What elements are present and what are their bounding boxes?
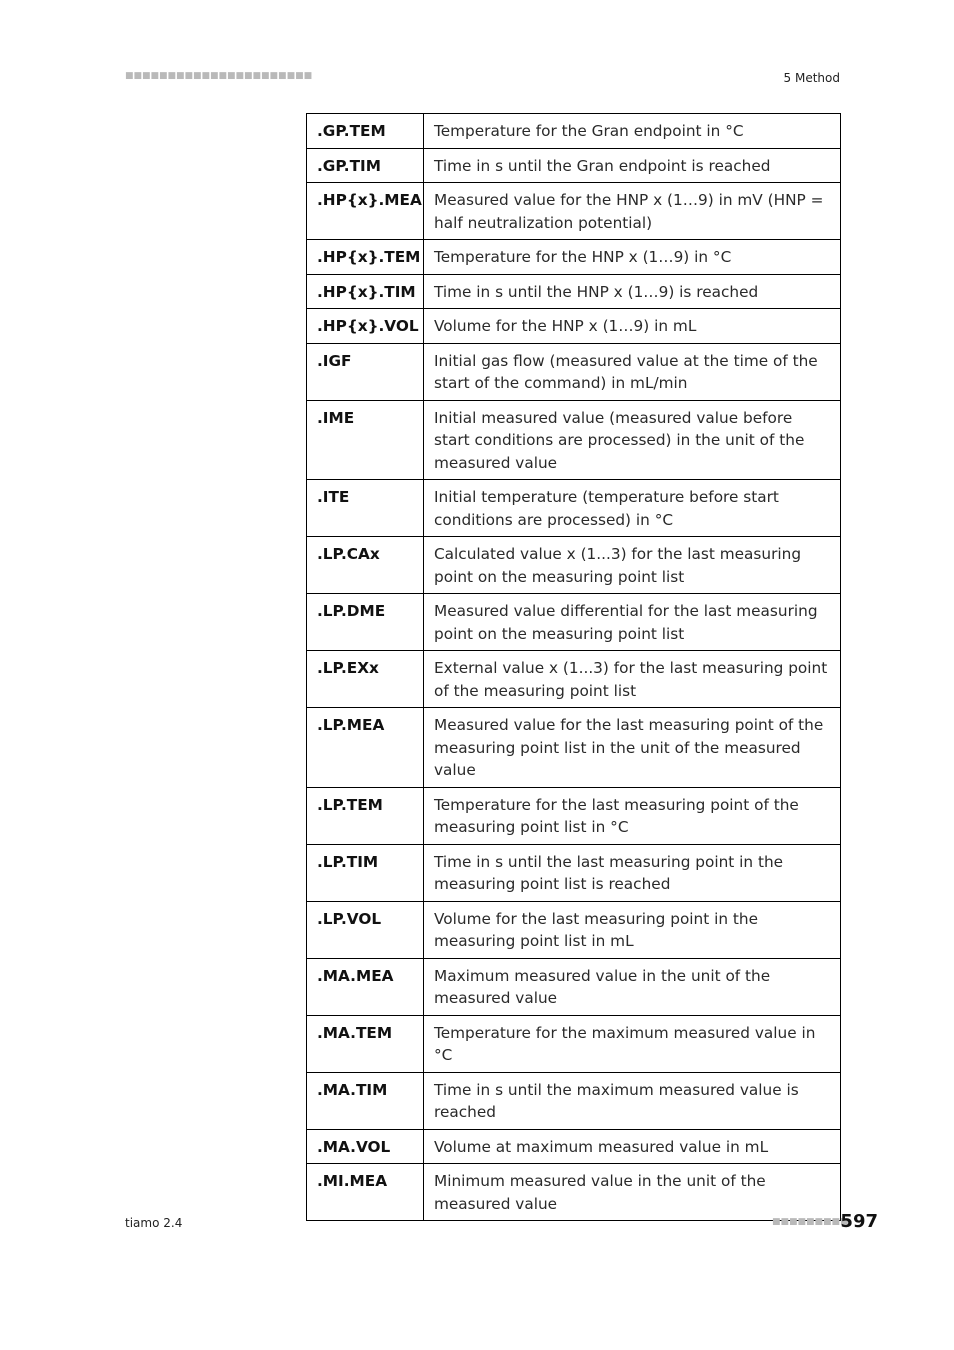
table-row: [307, 1015, 841, 1072]
variable-key-cell: .LP.TEM: [307, 787, 424, 844]
variable-description-cell: Initial gas flow (measured value at the time of the start of the command) in mL/min: [424, 343, 841, 400]
page-number: 597: [840, 1211, 878, 1232]
table-row: [307, 708, 841, 788]
table-row: [307, 274, 841, 309]
variable-description-cell: Volume at maximum measured value in mL: [424, 1129, 841, 1164]
variable-key-cell: .LP.CAx: [307, 537, 424, 594]
footer-decoration-dots: ■■■■■■■■■: [772, 1217, 849, 1227]
table-row: [307, 844, 841, 901]
variable-description-cell: Initial measured value (measured value before start conditions are processed) in the unit of the measured value: [424, 400, 841, 480]
variable-description-cell: Volume for the last measuring point in the measuring point list in mL: [424, 901, 841, 958]
table-row: [307, 148, 841, 183]
variable-key-cell: .MA.VOL: [307, 1129, 424, 1164]
variable-key-cell: .HP{x}.VOL: [307, 309, 424, 344]
variable-key-cell: .LP.VOL: [307, 901, 424, 958]
table-row: [307, 1129, 841, 1164]
table-row: [307, 114, 841, 149]
table-row: [307, 343, 841, 400]
variable-key-cell: .MA.TIM: [307, 1072, 424, 1129]
table-row: [307, 309, 841, 344]
variable-description-cell: Measured value differential for the last measuring point on the measuring point list: [424, 594, 841, 651]
variable-description-cell: Time in s until the Gran endpoint is reached: [424, 148, 841, 183]
variable-description-cell: Volume for the HNP x (1…9) in mL: [424, 309, 841, 344]
variable-key-cell: .LP.TIM: [307, 844, 424, 901]
table-row: [307, 651, 841, 708]
table-row: [307, 240, 841, 275]
variable-description-cell: Maximum measured value in the unit of the measured value: [424, 958, 841, 1015]
table-row: [307, 901, 841, 958]
variable-description-cell: Temperature for the HNP x (1…9) in °C: [424, 240, 841, 275]
footer-product-name: tiamo 2.4: [125, 1216, 183, 1230]
variable-description-cell: Measured value for the last measuring point of the measuring point list in the unit of the measured value: [424, 708, 841, 788]
variable-key-cell: .HP{x}.TEM: [307, 240, 424, 275]
variable-description-cell: Time in s until the HNP x (1…9) is reached: [424, 274, 841, 309]
variable-key-cell: .IGF: [307, 343, 424, 400]
table-row: [307, 958, 841, 1015]
variable-description-cell: External value x (1...3) for the last measuring point of the measuring point list: [424, 651, 841, 708]
table-row: [307, 400, 841, 480]
table-row: [307, 594, 841, 651]
table-row: [307, 1164, 841, 1221]
variable-description-cell: Initial temperature (temperature before start conditions are processed) in °C: [424, 480, 841, 537]
running-header-section: 5 Method: [783, 71, 840, 85]
variable-table: [306, 113, 841, 1221]
variable-key-cell: .GP.TIM: [307, 148, 424, 183]
table-row: [307, 183, 841, 240]
variable-description-cell: Minimum measured value in the unit of the measured value: [424, 1164, 841, 1221]
variable-key-cell: .LP.MEA: [307, 708, 424, 788]
variable-description-cell: Temperature for the maximum measured value in °C: [424, 1015, 841, 1072]
variable-table-body: [307, 114, 841, 1221]
header-decoration-dots: ■■■■■■■■■■■■■■■■■■■■■■: [125, 71, 313, 81]
variable-description-cell: Measured value for the HNP x (1…9) in mV (HNP = half neutralization potential): [424, 183, 841, 240]
table-row: [307, 480, 841, 537]
variable-key-cell: .HP{x}.MEA: [307, 183, 424, 240]
variable-key-cell: .MA.MEA: [307, 958, 424, 1015]
variable-description-cell: Calculated value x (1...3) for the last measuring point on the measuring point list: [424, 537, 841, 594]
variable-description-cell: Time in s until the maximum measured value is reached: [424, 1072, 841, 1129]
variable-key-cell: .ITE: [307, 480, 424, 537]
variable-key-cell: .LP.DME: [307, 594, 424, 651]
table-row: [307, 787, 841, 844]
variable-key-cell: .MI.MEA: [307, 1164, 424, 1221]
table-row: [307, 537, 841, 594]
variable-key-cell: .HP{x}.TIM: [307, 274, 424, 309]
variable-key-cell: .LP.EXx: [307, 651, 424, 708]
variable-description-cell: Temperature for the last measuring point of the measuring point list in °C: [424, 787, 841, 844]
table-row: [307, 1072, 841, 1129]
variable-key-cell: .IME: [307, 400, 424, 480]
variable-key-cell: .MA.TEM: [307, 1015, 424, 1072]
variable-key-cell: .GP.TEM: [307, 114, 424, 149]
variable-description-cell: Temperature for the Gran endpoint in °C: [424, 114, 841, 149]
variable-description-cell: Time in s until the last measuring point in the measuring point list is reached: [424, 844, 841, 901]
